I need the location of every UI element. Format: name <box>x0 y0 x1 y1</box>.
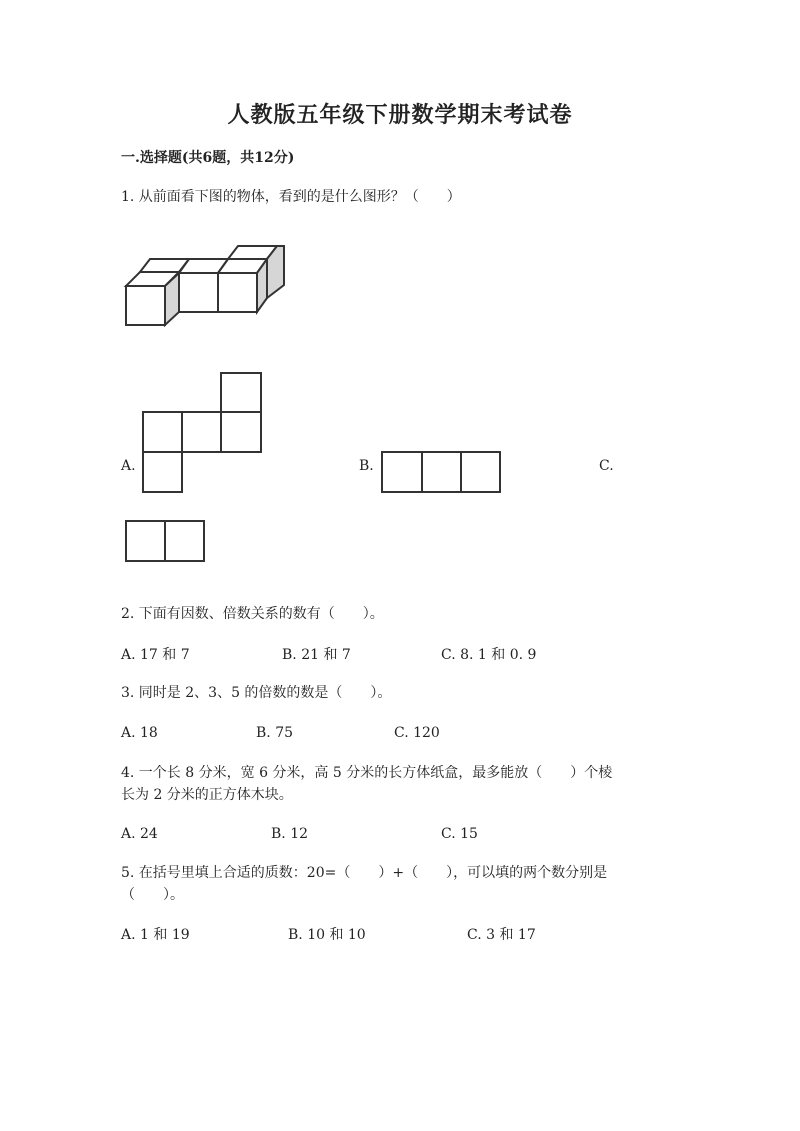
q4-option-a: A. 24 <box>121 826 158 842</box>
question-5-cont: （ ）。 <box>121 887 184 903</box>
q2-option-a: A. 17 和 7 <box>121 647 190 663</box>
q3-option-b: B. 75 <box>256 725 294 741</box>
q4-option-b: B. 12 <box>271 826 309 842</box>
question-4-cont: 长为 2 分米的正方体木块。 <box>121 787 293 803</box>
q5-option-c: C. 3 和 17 <box>467 927 536 943</box>
question-4: 4. 一个长 8 分米，宽 6 分米，高 5 分米的长方体纸盒，最多能放（ ）个棱 <box>121 765 613 781</box>
q1-option-a-label: A. <box>121 458 136 474</box>
q3-option-c: C. 120 <box>394 725 440 741</box>
q5-option-b: B. 10 和 10 <box>288 927 366 943</box>
q2-option-b: B. 21 和 7 <box>282 647 351 663</box>
question-2: 2. 下面有因数、倍数关系的数有（ ）。 <box>121 606 384 622</box>
question-5: 5. 在括号里填上合适的质数：20=（ ）+（ ），可以填的两个数分别是 <box>121 865 608 881</box>
q2-option-c: C. 8. 1 和 0. 9 <box>441 647 537 663</box>
question-1: 1. 从前面看下图的物体，看到的是什么图形？（ ） <box>121 189 461 205</box>
page-title: 人教版五年级下册数学期末考试卷 <box>227 102 573 128</box>
q4-option-c: C. 15 <box>441 826 478 842</box>
question-3: 3. 同时是 2、3、5 的倍数的数是（ ）。 <box>121 685 392 701</box>
q1-option-c-label: C. <box>599 458 614 474</box>
q5-option-a: A. 1 和 19 <box>121 927 190 943</box>
section-heading: 一.选择题(共6题，共12分) <box>121 150 295 166</box>
q1-option-b-label: B. <box>359 458 374 474</box>
q3-option-a: A. 18 <box>121 725 158 741</box>
